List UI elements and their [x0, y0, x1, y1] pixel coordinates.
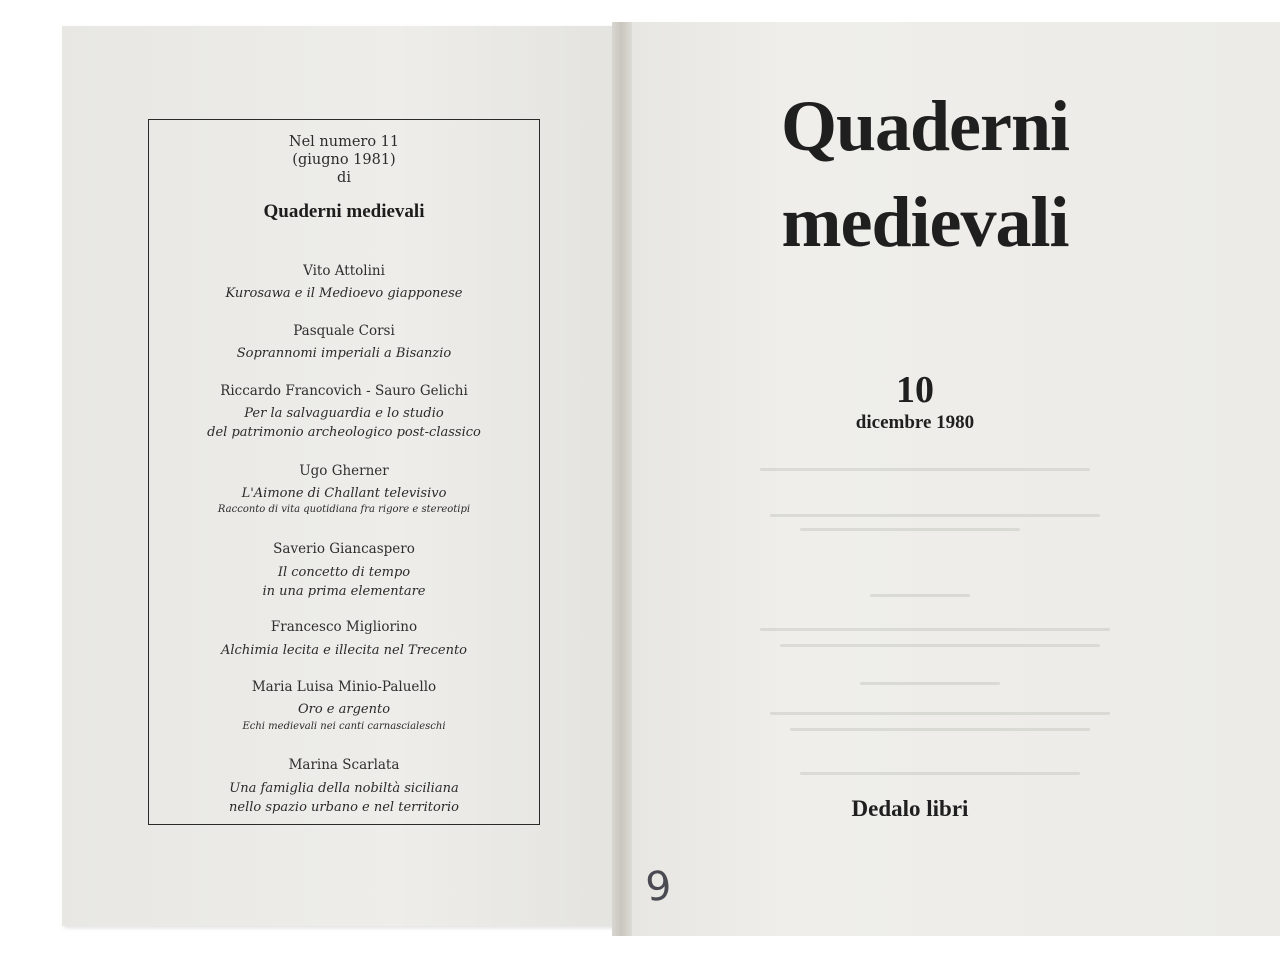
entry-title: del patrimonio archeologico post-classico: [207, 425, 481, 440]
contents-frame: [148, 119, 540, 825]
issue-date: dicembre 1980: [855, 412, 975, 433]
entry-author: Pasquale Corsi: [293, 323, 395, 339]
show-through-line: [800, 528, 1020, 531]
entry-title: nello spazio urbano e nel territorio: [229, 800, 459, 815]
journal-title-line-1: Quaderni: [780, 86, 1070, 166]
show-through-line: [770, 514, 1100, 517]
entry-title: L'Aimone di Challant televisivo: [241, 486, 447, 501]
entry-author: Ugo Gherner: [299, 463, 389, 479]
handwritten-mark: 9: [643, 862, 674, 912]
show-through-line: [760, 468, 1090, 471]
entry-title: Kurosawa e il Medioevo giapponese: [225, 286, 463, 301]
entry-title: Soprannomi imperiali a Bisanzio: [236, 346, 452, 361]
show-through-line: [760, 628, 1110, 631]
next-issue-of: di: [337, 170, 351, 186]
entry-author: Riccardo Francovich - Sauro Gelichi: [220, 383, 468, 399]
entry-title: Alchimia lecita e illecita nel Trecento: [221, 643, 467, 658]
show-through-line: [870, 594, 970, 597]
entry-author: Marina Scarlata: [288, 757, 400, 773]
show-through-line: [800, 772, 1080, 775]
entry-title: Per la salvaguardia e lo studio: [244, 406, 444, 421]
journal-title-line-2: medievali: [781, 182, 1069, 262]
show-through-line: [790, 728, 1090, 731]
entry-subtitle: Racconto di vita quotidiana fra rigore e stereotipi: [217, 504, 471, 515]
journal-title: Quaderni medievali: [263, 201, 425, 222]
entry-title: Oro e argento: [297, 702, 391, 717]
entry-author: Vito Attolini: [303, 263, 385, 279]
next-issue-date: (giugno 1981): [292, 152, 396, 168]
entry-title: Il concetto di tempo: [277, 565, 411, 580]
publisher-name: Dedalo libri: [851, 796, 969, 821]
next-issue-label: Nel numero 11: [288, 134, 400, 150]
book-spine: [612, 22, 632, 936]
show-through-line: [770, 712, 1110, 715]
entry-subtitle: Echi medievali nei canti carnascialeschi: [242, 721, 446, 732]
entry-author: Maria Luisa Minio-Paluello: [251, 679, 437, 695]
show-through-line: [780, 644, 1100, 647]
issue-number: 10: [896, 369, 934, 411]
entry-author: Francesco Migliorino: [270, 619, 418, 635]
entry-title: in una prima elementare: [262, 584, 426, 599]
entry-title: Una famiglia della nobiltà siciliana: [229, 781, 459, 796]
show-through-line: [860, 682, 1000, 685]
entry-author: Saverio Giancaspero: [273, 541, 415, 557]
